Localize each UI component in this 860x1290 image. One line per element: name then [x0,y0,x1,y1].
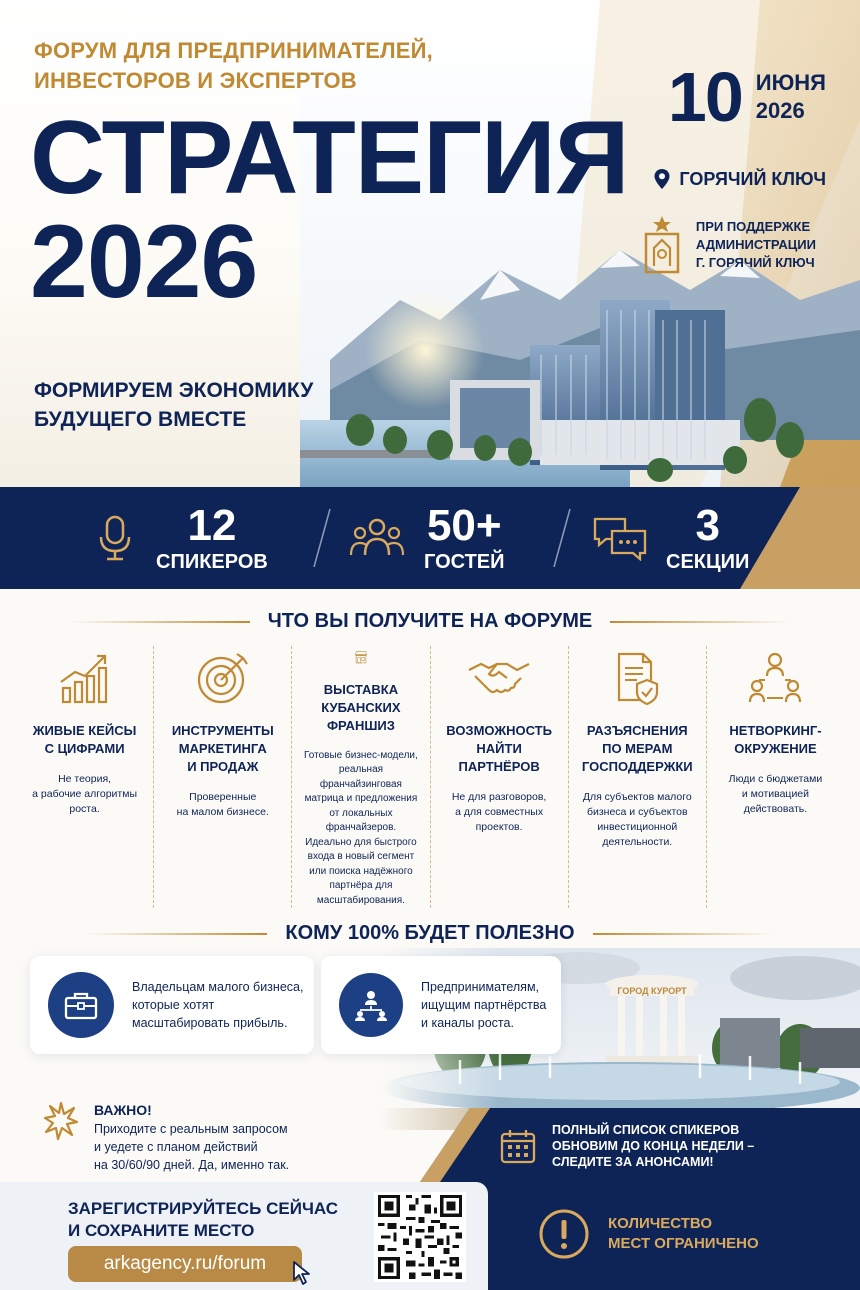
stat-label: СПИКЕРОВ [156,551,268,573]
important-note [44,1100,289,1174]
microphone-icon [92,515,138,561]
org-structure-icon [339,973,403,1037]
benefit-description: Не для разговоров, а для совместных проектов. [451,791,547,833]
registration-title: ЗАРЕГИСТРИРУЙТЕСЬ СЕЙЧАС И СОХРАНИТЕ МЕСТО [68,1199,339,1240]
benefit-item [16,646,154,908]
date-month: ИЮНЯ [755,70,826,95]
limited-seats-note: КОЛИЧЕСТВО МЕСТ ОГРАНИЧЕНО [538,1208,759,1260]
forum-title: СТРАТЕГИЯ 2026 [30,100,629,320]
benefit-title: НЕТВОРКИНГ- ОКРУЖЕНИЕ [729,723,822,756]
city-emblem-icon [642,214,682,276]
audience-text: Владельцам малого бизнеса, которые хотят масштабировать прибыль. [132,980,304,1030]
people-group-icon [348,515,406,561]
stat-speakers [92,487,268,589]
benefit-title: ЖИВЫЕ КЕЙСЫ С ЦИФРАМИ [32,723,137,756]
benefit-item [569,646,707,908]
support-badge: ПРИ ПОДДЕРЖКЕ АДМИНИСТРАЦИИ Г. ГОРЯЧИЙ КЛЮЧ [642,214,816,276]
benefit-description: Для субъектов малого бизнеса и субъектов инвестиционной деятельности. [582,791,692,848]
announce-text: ПОЛНЫЙ СПИСОК СПИКЕРОВ ОБНОВИМ ДО КОНЦА НЕДЕЛИ – СЛЕДИТЕ ЗА АНОНСАМИ! [552,1123,755,1169]
stat-divider [552,507,572,569]
audience-heading: КОМУ 100% БУДЕТ ПОЛЕЗНО [0,922,860,945]
stats-bar [0,487,860,589]
stat-guests [348,487,505,589]
growth-chart-icon [57,650,113,706]
audience-text: Предпринимателям, ищущим партнёрства и каналы роста. [421,980,547,1030]
date-year: 2026 [755,98,805,123]
benefit-description: Проверенные на малом бизнесе. [176,791,269,818]
date-day: 10 [667,58,742,136]
event-date [667,58,826,136]
benefits-heading: ЧТО ВЫ ПОЛУЧИТЕ НА ФОРУМЕ [0,610,860,633]
hero-section [0,0,860,487]
chat-bubbles-icon [592,515,648,561]
benefit-item [707,646,844,908]
exclamation-icon [538,1208,590,1260]
target-icon [195,650,251,706]
benefit-description: Не теория, а рабочие алгоритмы роста. [32,773,137,815]
benefits-list [16,646,844,908]
forum-eyebrow: ФОРУМ ДЛЯ ПРЕДПРИНИМАТЕЛЕЙ, ИНВЕСТОРОВ И ЭКСПЕРТОВ [34,38,433,93]
benefit-title: ВЫСТАВКА КУБАНСКИХ ФРАНШИЗ [321,681,401,733]
handshake-icon [467,650,531,706]
forum-subtitle: ФОРМИРУЕМ ЭКОНОМИКУ БУДУЩЕГО ВМЕСТЕ [34,379,314,431]
stat-divider [312,507,332,569]
network-icon [747,650,803,706]
event-location: ГОРЯЧИЙ КЛЮЧ [653,168,826,190]
gold-stripe-decoration [740,487,860,589]
stat-number: 12 [187,501,237,550]
audience-card-business-owners [30,956,314,1054]
stat-label: СЕКЦИИ [666,551,750,573]
stat-number: 3 [695,501,720,550]
benefit-item [292,646,430,908]
important-text: Приходите с реальным запросом и уедете с планом действий на 30/60/90 дней. Да, именно так. [94,1122,290,1172]
stat-sections [592,487,749,589]
registration-card [0,1182,488,1290]
document-shield-icon [609,650,665,706]
footer [0,1182,860,1290]
important-title: ВАЖНО! [94,1102,152,1118]
briefcase-icon [48,972,114,1038]
benefit-title: ВОЗМОЖНОСТЬ НАЙТИ ПАРТНЁРОВ [446,723,552,774]
storefront-icon [333,650,389,665]
qr-code[interactable] [374,1192,466,1282]
benefit-item [431,646,569,908]
benefit-description: Люди с бюджетами и мотивацией действовать. [728,773,823,815]
stat-label: ГОСТЕЙ [424,551,505,573]
calendar-icon [500,1128,536,1164]
benefit-description: Готовые бизнес-модели, реальная франчайзинговая матрица и предложения от локальных франчайзеров. Идеально для быстрого входа в новый сегмент или поиска надёжного партнёра для масштабирования. [304,749,418,906]
benefit-item [154,646,292,908]
benefit-title: РАЗЪЯСНЕНИЯ ПО МЕРАМ ГОСПОДДЕРЖКИ [581,723,693,774]
stat-number: 50+ [426,501,502,550]
speakers-announcement [380,1108,860,1182]
location-pin-icon [653,168,671,190]
cursor-icon [292,1260,314,1286]
benefit-title: ИНСТРУМЕНТЫ МАРКЕТИНГА И ПРОДАЖ [171,723,274,774]
starburst-icon [44,1102,78,1140]
registration-link-button[interactable]: arkagency.ru/forum [68,1246,302,1282]
audience-card-entrepreneurs [321,956,561,1054]
